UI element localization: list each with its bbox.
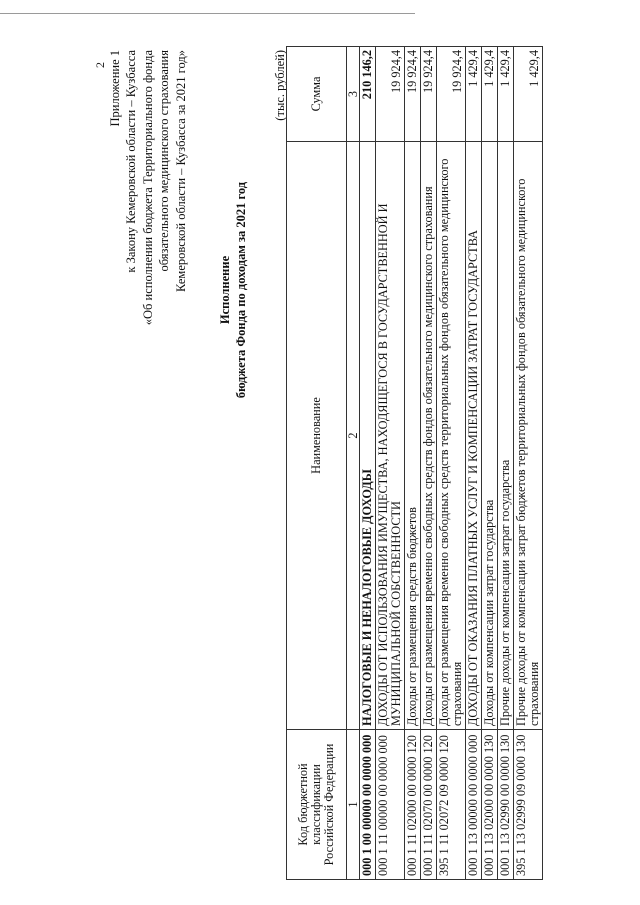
row-name: ДОХОДЫ ОТ ИСПОЛЬЗОВАНИЯ ИМУЩЕСТВА, НАХОДЯЩЕГОСЯ В ГОСУДАРСТВЕННОЙ И МУНИЦИПАЛЬНОЙ СОБСТВЕННОСТИ [376, 142, 405, 730]
appendix-line: обязательного медицинского страхования [157, 50, 172, 272]
row-code: 000 1 11 02070 00 0000 120 [421, 730, 437, 880]
row-sum: 19 924,4 [376, 47, 405, 142]
column-number: 2 [347, 142, 360, 730]
row-name: ДОХОДЫ ОТ ОКАЗАНИЯ ПЛАТНЫХ УСЛУГ И КОМПЕНСАЦИИ ЗАТРАТ ГОСУДАРСТВА [466, 142, 482, 730]
column-number: 1 [347, 730, 360, 880]
header-name: Наименование [287, 142, 347, 730]
title-line-2: бюджета Фонда по доходам за 2021 год [234, 181, 248, 399]
page-number: 2 [93, 62, 107, 68]
header-sum: Сумма [287, 47, 347, 142]
appendix-line: «Об исполнении бюджета Территориального фонда [140, 50, 155, 326]
table-row [498, 47, 514, 880]
header-code: Код бюджетной классификации Российской Федерации [287, 730, 347, 880]
row-name: Доходы от размещения временно свободных средств фондов обязательного медицинского страхования [421, 142, 437, 730]
row-name: Доходы от размещения средств бюджетов [405, 142, 421, 730]
table-row [360, 47, 376, 880]
row-name: Доходы от компенсации затрат государства [482, 142, 498, 730]
row-code: 000 1 13 02990 00 0000 130 [498, 730, 514, 880]
row-sum: 1 429,4 [482, 47, 498, 142]
row-sum: 1 429,4 [498, 47, 514, 142]
appendix-line: Приложение 1 [108, 50, 122, 127]
row-name: Доходы от размещения временно свободных средств территориальных фондов обязательного медицинского страхования [437, 142, 466, 730]
row-name: НАЛОГОВЫЕ И НЕНАЛОГОВЫЕ ДОХОДЫ [360, 142, 376, 730]
row-name: Прочие доходы от компенсации затрат бюджетов территориальных фондов обязательного медицинского страхования [514, 142, 543, 730]
row-code: 000 1 11 00000 00 0000 000 [376, 730, 405, 880]
table-header-row [287, 47, 347, 880]
table-row [482, 47, 498, 880]
row-sum: 210 146,2 [360, 47, 376, 142]
column-number: 3 [347, 47, 360, 142]
document-title [217, 80, 249, 500]
row-sum: 19 924,4 [421, 47, 437, 142]
appendix-block [107, 50, 189, 450]
rotated-page [15, 15, 620, 880]
appendix-line: Кемеровской области – Кузбасса за 2021 год» [173, 50, 188, 292]
row-sum: 19 924,4 [437, 47, 466, 142]
table-row [514, 47, 543, 880]
title-line-1: Исполнение [218, 255, 232, 325]
table-row [466, 47, 482, 880]
income-table [286, 46, 543, 880]
units-label: (тыс. рублей) [273, 50, 287, 121]
scan-top-line [0, 13, 415, 14]
row-name: Прочие доходы от компенсации затрат государства [498, 142, 514, 730]
table-row [437, 47, 466, 880]
row-code: 395 1 11 02072 09 0000 120 [437, 730, 466, 880]
row-code: 000 1 00 00000 00 0000 000 [360, 730, 376, 880]
row-code: 000 1 13 00000 00 0000 000 [466, 730, 482, 880]
row-sum: 1 429,4 [466, 47, 482, 142]
table-row [421, 47, 437, 880]
table-row [376, 47, 405, 880]
table-row [405, 47, 421, 880]
appendix-line: к Закону Кемеровской области – Кузбасса [124, 50, 139, 273]
column-number-row [347, 47, 360, 880]
row-sum: 19 924,4 [405, 47, 421, 142]
row-code: 395 1 13 02999 09 0000 130 [514, 730, 543, 880]
row-sum: 1 429,4 [514, 47, 543, 142]
row-code: 000 1 13 02000 00 0000 130 [482, 730, 498, 880]
row-code: 000 1 11 02000 00 0000 120 [405, 730, 421, 880]
